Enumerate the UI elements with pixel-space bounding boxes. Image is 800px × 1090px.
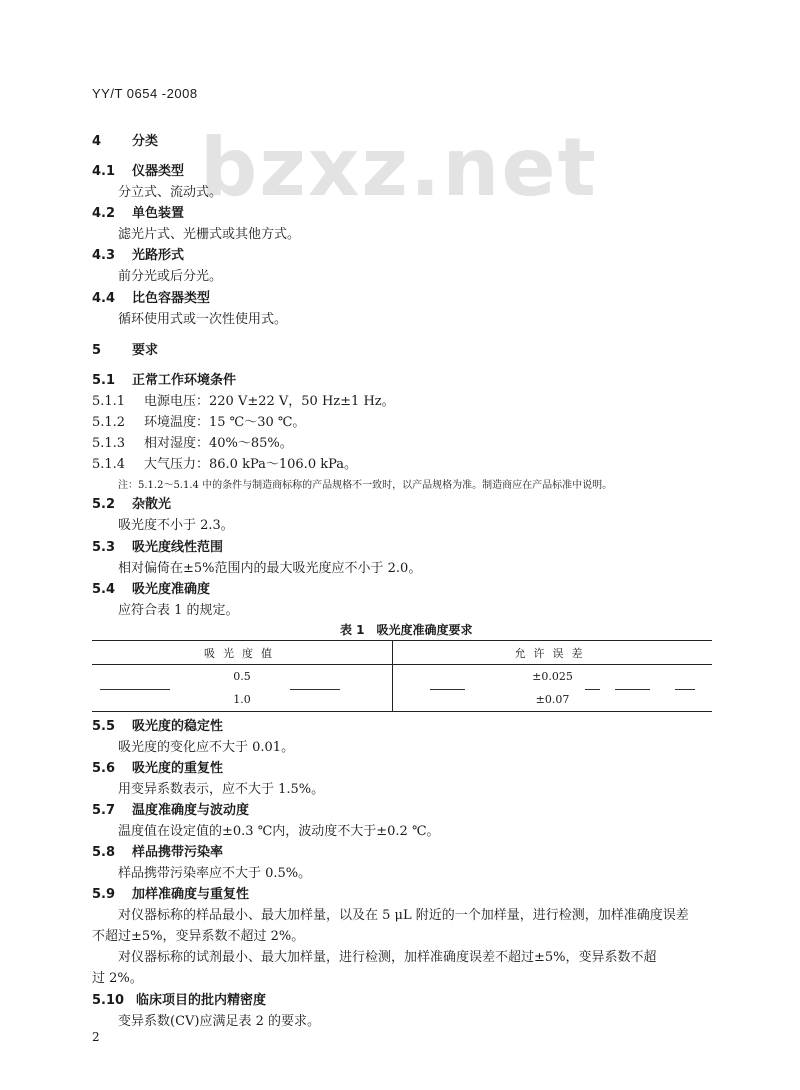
section-5-6-heading: 5.6 吸光度的重复性 xyxy=(92,761,224,776)
table-divider-fragment xyxy=(100,689,170,690)
page-number: 2 xyxy=(92,1030,100,1044)
table-row xyxy=(92,665,712,689)
section-4-2-heading: 4.2 单色装置 xyxy=(92,206,185,221)
section-4-2-body: 滤光片式、光栅式或其他方式。 xyxy=(118,227,301,242)
table-cell: 0.5 xyxy=(92,665,393,689)
section-4-3-heading: 4.3 光路形式 xyxy=(92,248,185,263)
section-5-8-body: 样品携带污染率应不大于 0.5%。 xyxy=(118,866,312,881)
section-4-3-body: 前分光或后分光。 xyxy=(118,269,223,284)
section-4-4-heading: 4.4 比色容器类型 xyxy=(92,291,211,306)
section-5-10-body: 变异系数(CV)应满足表 2 的要求。 xyxy=(118,1014,321,1029)
section-4-heading: 4 分类 xyxy=(92,134,159,149)
table-divider-fragment xyxy=(585,689,600,690)
table-divider-fragment xyxy=(290,689,340,690)
section-5-9-para2-line1: 对仪器标称的试剂最小、最大加样量，进行检测，加样准确度误差不超过±5%，变异系数不超 xyxy=(118,950,657,965)
standard-code: YY/T 0654 -2008 xyxy=(92,86,198,101)
section-5-7-heading: 5.7 温度准确度与波动度 xyxy=(92,803,250,818)
table-1 xyxy=(92,640,712,712)
section-5-3-heading: 5.3 吸光度线性范围 xyxy=(92,540,224,555)
section-5-7-body: 温度值在设定值的±0.3 ℃内，波动度不大于±0.2 ℃。 xyxy=(118,824,440,839)
note: 注：5.1.2～5.1.4 中的条件与制造商标称的产品规格不一致时，以产品规格为准。制造商应在产品标准中说明。 xyxy=(118,480,613,491)
section-5-1-1: 5.1.1 电源电压：220 V±22 V，50 Hz±1 Hz。 xyxy=(92,394,395,409)
section-5-1-4: 5.1.4 大气压力：86.0 kPa～106.0 kPa。 xyxy=(92,457,358,472)
section-5-9-para2-line2: 过 2%。 xyxy=(92,971,143,986)
section-5-9-para1-line2: 不超过±5%，变异系数不超过 2%。 xyxy=(92,929,305,944)
section-5-6-body: 用变异系数表示，应不大于 1.5%。 xyxy=(118,782,325,797)
watermark: bzxz.net xyxy=(200,121,598,214)
section-5-8-heading: 5.8 样品携带污染率 xyxy=(92,845,224,860)
section-5-4-body: 应符合表 1 的规定。 xyxy=(118,603,239,618)
section-5-4-heading: 5.4 吸光度准确度 xyxy=(92,582,211,597)
table-1-caption: 表 1 吸光度准确度要求 xyxy=(340,623,473,637)
section-5-10-heading: 5.10 临床项目的批内精密度 xyxy=(92,993,267,1008)
table-divider-fragment xyxy=(615,689,650,690)
section-5-1-heading: 5.1 正常工作环境条件 xyxy=(92,373,237,388)
section-5-2-body: 吸光度不小于 2.3。 xyxy=(118,518,234,533)
table-cell: 1.0 xyxy=(92,688,393,712)
section-5-1-3: 5.1.3 相对湿度：40%～85%。 xyxy=(92,436,293,451)
section-4-4-body: 循环使用式或一次性使用式。 xyxy=(118,312,288,327)
section-5-5-heading: 5.5 吸光度的稳定性 xyxy=(92,719,224,734)
section-5-heading: 5 要求 xyxy=(92,343,159,358)
table-divider-fragment xyxy=(430,689,465,690)
table-row xyxy=(92,688,712,712)
section-5-9-heading: 5.9 加样准确度与重复性 xyxy=(92,887,250,902)
section-5-3-body: 相对偏倚在±5%范围内的最大吸光度应不小于 2.0。 xyxy=(118,561,422,576)
section-5-9-para1-line1: 对仪器标称的样品最小、最大加样量，以及在 5 μL 附近的一个加样量，进行检测，加样准确度误差 xyxy=(118,908,689,923)
table-cell: ±0.025 xyxy=(532,670,573,683)
table-divider-fragment xyxy=(675,689,695,690)
section-4-1-heading: 4.1 仪器类型 xyxy=(92,164,185,179)
table-cell: ±0.07 xyxy=(393,688,713,712)
section-5-5-body: 吸光度的变化应不大于 0.01。 xyxy=(118,740,295,755)
table-1-header-absorbance: 吸光度值 xyxy=(92,641,393,665)
table-1-header-tolerance: 允许误差 xyxy=(393,641,713,665)
section-5-1-2: 5.1.2 环境温度：15 ℃～30 ℃。 xyxy=(92,415,306,430)
section-4-1-body: 分立式、流动式。 xyxy=(118,185,223,200)
section-5-2-heading: 5.2 杂散光 xyxy=(92,497,172,512)
